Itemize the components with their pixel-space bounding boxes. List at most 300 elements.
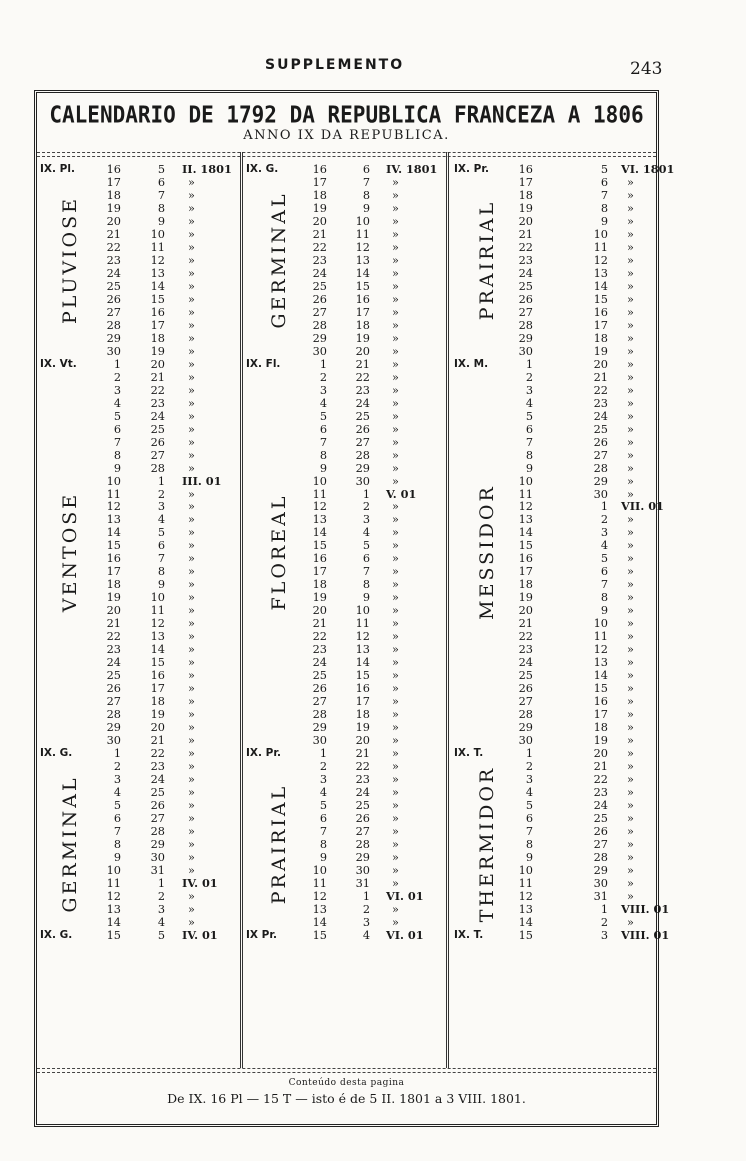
gregorian-day: 26 <box>593 435 608 449</box>
ditto-mark: » <box>392 266 399 280</box>
ditto-mark: » <box>392 344 399 358</box>
gregorian-day: 8 <box>157 565 165 579</box>
ditto-mark: » <box>392 863 399 877</box>
republican-day: 30 <box>518 734 533 748</box>
republican-day: 14 <box>518 526 533 540</box>
republican-day: 17 <box>312 175 327 189</box>
ditto-mark: » <box>188 513 195 527</box>
gregorian-day: 21 <box>355 747 370 761</box>
month-name-vertical: GERMINAL <box>59 775 81 913</box>
ditto-mark: » <box>188 889 195 903</box>
ditto-mark: » <box>188 331 195 345</box>
ditto-mark: » <box>188 448 195 462</box>
republican-day: 20 <box>312 214 327 228</box>
ditto-mark: » <box>188 824 195 838</box>
republican-day: 10 <box>106 474 121 488</box>
gregorian-day: 8 <box>157 201 165 215</box>
republican-day: 7 <box>319 435 327 449</box>
ditto-mark: » <box>188 734 195 748</box>
republican-day: 18 <box>106 578 121 592</box>
month-name-vertical: VENTOSE <box>59 491 81 613</box>
ditto-mark: » <box>392 617 399 631</box>
ditto-mark: » <box>392 292 399 306</box>
gregorian-day: 25 <box>355 799 370 813</box>
republican-day: 27 <box>518 695 533 709</box>
republican-day: 21 <box>518 227 533 241</box>
gregorian-day: 5 <box>362 539 370 553</box>
gregorian-day: 13 <box>150 630 165 644</box>
ditto-mark: » <box>188 383 195 397</box>
republican-day: 25 <box>106 279 121 293</box>
gregorian-day: 31 <box>593 889 608 903</box>
gregorian-day: 27 <box>150 448 165 462</box>
gregorian-day: 6 <box>157 539 165 553</box>
gregorian-day: 28 <box>150 824 165 838</box>
gregorian-day: 24 <box>593 799 608 813</box>
gregorian-day: 16 <box>150 305 165 319</box>
gregorian-day: 23 <box>593 396 608 410</box>
republican-day: 14 <box>106 915 121 929</box>
gregorian-day: 9 <box>600 604 608 618</box>
republican-day: 27 <box>312 305 327 319</box>
republican-day: 2 <box>319 760 327 774</box>
gregorian-day: 19 <box>150 344 165 358</box>
month-abbreviation: IX. T. <box>454 928 484 941</box>
gregorian-day: 24 <box>150 409 165 423</box>
republican-day: 17 <box>106 565 121 579</box>
republican-day: 3 <box>113 383 121 397</box>
ditto-mark: » <box>392 240 399 254</box>
gregorian-day: 17 <box>150 682 165 696</box>
ditto-mark: » <box>627 448 634 462</box>
republican-day: 24 <box>106 656 121 670</box>
ditto-mark: » <box>188 526 195 540</box>
ditto-mark: » <box>627 682 634 696</box>
republican-day: 14 <box>518 915 533 929</box>
ditto-mark: » <box>627 669 634 683</box>
ditto-mark: » <box>188 747 195 761</box>
gregorian-day: 16 <box>355 682 370 696</box>
ditto-mark: » <box>627 695 634 709</box>
republican-day: 12 <box>312 500 327 514</box>
ditto-mark: » <box>627 721 634 735</box>
ditto-mark: » <box>627 617 634 631</box>
ditto-mark: » <box>627 565 634 579</box>
republican-day: 10 <box>518 863 533 877</box>
gregorian-day: 22 <box>150 747 165 761</box>
republican-day: 28 <box>518 708 533 722</box>
gregorian-day: 7 <box>362 175 370 189</box>
gregorian-day: 30 <box>593 876 608 890</box>
ditto-mark: » <box>627 591 634 605</box>
gregorian-day: 28 <box>355 448 370 462</box>
gregorian-day: 24 <box>593 409 608 423</box>
republican-day: 2 <box>319 370 327 384</box>
gregorian-month: II. 1801 <box>182 162 232 176</box>
gregorian-day: 7 <box>157 552 165 566</box>
ditto-mark: » <box>188 357 195 371</box>
gregorian-day: 14 <box>150 643 165 657</box>
republican-day: 17 <box>106 175 121 189</box>
gregorian-day: 18 <box>355 708 370 722</box>
ditto-mark: » <box>188 643 195 657</box>
ditto-mark: » <box>188 175 195 189</box>
republican-day: 22 <box>106 630 121 644</box>
ditto-mark: » <box>392 902 399 916</box>
gregorian-day: 3 <box>157 902 165 916</box>
gregorian-month: IV. 01 <box>182 875 218 890</box>
ditto-mark: » <box>627 786 634 800</box>
ditto-mark: » <box>627 863 634 877</box>
gregorian-day: 13 <box>355 643 370 657</box>
ditto-mark: » <box>627 253 634 267</box>
ditto-mark: » <box>627 227 634 241</box>
ditto-mark: » <box>627 422 634 436</box>
republican-day: 15 <box>312 539 327 553</box>
gregorian-day: 22 <box>593 383 608 397</box>
calendar-title-block <box>34 95 659 151</box>
gregorian-day: 20 <box>355 734 370 748</box>
ditto-mark: » <box>392 915 399 929</box>
gregorian-day: 30 <box>355 863 370 877</box>
republican-day: 29 <box>106 721 121 735</box>
gregorian-day: 1 <box>600 500 608 514</box>
republican-day: 18 <box>518 188 533 202</box>
calendar-title: CALENDARIO DE 1792 DA REPUBLICA FRANCEZA A 1806 <box>49 101 644 129</box>
gregorian-day: 7 <box>362 565 370 579</box>
ditto-mark: » <box>188 721 195 735</box>
republican-day: 13 <box>518 902 533 916</box>
republican-day: 10 <box>312 863 327 877</box>
republican-day: 26 <box>518 292 533 306</box>
republican-day: 15 <box>518 539 533 553</box>
ditto-mark: » <box>392 837 399 851</box>
republican-day: 25 <box>312 279 327 293</box>
ditto-mark: » <box>392 279 399 293</box>
gregorian-day: 9 <box>157 578 165 592</box>
ditto-mark: » <box>188 344 195 358</box>
gregorian-day: 28 <box>355 837 370 851</box>
ditto-mark: » <box>188 409 195 423</box>
gregorian-day: 13 <box>150 266 165 280</box>
ditto-mark: » <box>392 383 399 397</box>
republican-day: 10 <box>106 863 121 877</box>
ditto-mark: » <box>392 669 399 683</box>
ditto-mark: » <box>627 487 634 501</box>
gregorian-day: 23 <box>150 396 165 410</box>
gregorian-day: 22 <box>355 760 370 774</box>
ditto-mark: » <box>392 824 399 838</box>
republican-day: 28 <box>518 318 533 332</box>
republican-day: 4 <box>319 396 327 410</box>
gregorian-day: 26 <box>355 422 370 436</box>
page-number: 243 <box>630 59 663 79</box>
ditto-mark: » <box>627 539 634 553</box>
gregorian-day: 2 <box>600 915 608 929</box>
gregorian-day: 24 <box>355 396 370 410</box>
gregorian-day: 12 <box>150 253 165 267</box>
ditto-mark: » <box>627 318 634 332</box>
ditto-mark: » <box>392 370 399 384</box>
gregorian-day: 28 <box>593 850 608 864</box>
gregorian-day: 20 <box>150 357 165 371</box>
ditto-mark: » <box>627 876 634 890</box>
gregorian-day: 8 <box>600 201 608 215</box>
republican-day: 2 <box>525 760 533 774</box>
gregorian-day: 4 <box>362 928 370 942</box>
ditto-mark: » <box>627 824 634 838</box>
ditto-mark: » <box>627 526 634 540</box>
gregorian-day: 15 <box>355 279 370 293</box>
ditto-mark: » <box>188 656 195 670</box>
gregorian-month: V. 01 <box>386 486 417 501</box>
ditto-mark: » <box>627 708 634 722</box>
republican-day: 25 <box>518 279 533 293</box>
gregorian-day: 17 <box>593 708 608 722</box>
ditto-mark: » <box>188 799 195 813</box>
gregorian-day: 1 <box>157 876 165 890</box>
ditto-mark: » <box>627 305 634 319</box>
ditto-mark: » <box>392 760 399 774</box>
republican-day: 1 <box>113 747 121 761</box>
ditto-mark: » <box>392 214 399 228</box>
ditto-mark: » <box>188 253 195 267</box>
ditto-mark: » <box>627 812 634 825</box>
ditto-mark: » <box>392 539 399 553</box>
month-abbreviation: IX. G. <box>40 747 73 760</box>
republican-day: 28 <box>312 708 327 722</box>
ditto-mark: » <box>392 435 399 449</box>
republican-day: 1 <box>525 747 533 761</box>
ditto-mark: » <box>188 305 195 319</box>
gregorian-month: IV. 1801 <box>386 162 438 176</box>
ditto-mark: » <box>188 578 195 592</box>
ditto-mark: » <box>627 760 634 774</box>
ditto-mark: » <box>627 435 634 449</box>
ditto-mark: » <box>392 175 399 189</box>
republican-day: 22 <box>312 630 327 644</box>
month-abbreviation: IX. G. <box>40 928 73 941</box>
ditto-mark: » <box>188 850 195 864</box>
republican-day: 3 <box>319 383 327 397</box>
month-abbreviation: IX. Pr. <box>246 747 282 760</box>
republican-day: 21 <box>312 617 327 631</box>
ditto-mark: » <box>627 357 634 371</box>
gregorian-day: 28 <box>593 461 608 475</box>
ditto-mark: » <box>188 591 195 605</box>
ditto-mark: » <box>392 331 399 345</box>
gregorian-day: 19 <box>355 721 370 735</box>
gregorian-day: 16 <box>593 695 608 709</box>
republican-day: 15 <box>312 928 327 942</box>
month-name-vertical: THERMIDOR <box>476 765 498 923</box>
gregorian-day: 3 <box>600 526 608 540</box>
ditto-mark: » <box>188 773 195 787</box>
ditto-mark: » <box>392 474 399 488</box>
ditto-mark: » <box>392 708 399 722</box>
ditto-mark: » <box>392 773 399 787</box>
gregorian-day: 22 <box>150 383 165 397</box>
republican-day: 26 <box>518 682 533 696</box>
gregorian-day: 5 <box>600 552 608 566</box>
republican-day: 18 <box>518 578 533 592</box>
republican-day: 10 <box>518 474 533 488</box>
gregorian-month: IV. 01 <box>182 927 218 942</box>
gregorian-day: 20 <box>150 721 165 735</box>
ditto-mark: » <box>627 850 634 864</box>
gregorian-day: 23 <box>150 760 165 774</box>
ditto-mark: » <box>188 292 195 306</box>
gregorian-day: 8 <box>362 578 370 592</box>
gregorian-day: 3 <box>362 513 370 527</box>
footer-rule <box>37 1072 656 1073</box>
gregorian-day: 17 <box>355 695 370 709</box>
republican-day: 29 <box>312 721 327 735</box>
republican-day: 23 <box>312 643 327 657</box>
gregorian-day: 26 <box>355 812 370 825</box>
gregorian-day: 2 <box>362 902 370 916</box>
republican-day: 22 <box>518 240 533 254</box>
ditto-mark: » <box>392 734 399 748</box>
republican-day: 5 <box>525 409 533 423</box>
republican-day: 11 <box>518 876 533 890</box>
ditto-mark: » <box>188 760 195 774</box>
republican-day: 21 <box>106 617 121 631</box>
ditto-mark: » <box>188 188 195 202</box>
gregorian-day: 4 <box>157 915 165 929</box>
republican-day: 8 <box>113 448 121 462</box>
ditto-mark: » <box>392 747 399 761</box>
gregorian-day: 15 <box>150 656 165 670</box>
ditto-mark: » <box>627 915 634 929</box>
republican-day: 18 <box>106 188 121 202</box>
column-separator <box>446 152 449 1068</box>
republican-day: 25 <box>518 669 533 683</box>
ditto-mark: » <box>188 422 195 436</box>
ditto-mark: » <box>392 695 399 709</box>
ditto-mark: » <box>627 240 634 254</box>
ditto-mark: » <box>627 201 634 215</box>
republican-day: 25 <box>312 669 327 683</box>
ditto-mark: » <box>188 201 195 215</box>
republican-day: 14 <box>106 526 121 540</box>
republican-day: 5 <box>319 409 327 423</box>
column-separator <box>240 152 243 1068</box>
gregorian-day: 20 <box>355 344 370 358</box>
republican-day: 18 <box>312 578 327 592</box>
ditto-mark: » <box>627 734 634 748</box>
ditto-mark: » <box>627 837 634 851</box>
gregorian-day: 20 <box>593 747 608 761</box>
ditto-mark: » <box>627 513 634 527</box>
month-abbreviation: IX. Pr. <box>454 163 490 175</box>
republican-day: 7 <box>113 824 121 838</box>
gregorian-month: III. 01 <box>182 473 222 488</box>
republican-day: 8 <box>525 448 533 462</box>
gregorian-day: 23 <box>355 773 370 787</box>
gregorian-day: 9 <box>362 591 370 605</box>
republican-day: 10 <box>312 474 327 488</box>
republican-day: 13 <box>312 902 327 916</box>
gregorian-day: 11 <box>593 240 608 254</box>
republican-day: 11 <box>312 487 327 501</box>
republican-day: 19 <box>518 591 533 605</box>
month-name-vertical: MESSIDOR <box>476 484 498 620</box>
ditto-mark: » <box>392 552 399 566</box>
ditto-mark: » <box>392 461 399 475</box>
ditto-mark: » <box>188 669 195 683</box>
month-name-vertical: PRAIRIAL <box>268 783 290 905</box>
republican-day: 23 <box>312 253 327 267</box>
ditto-mark: » <box>188 461 195 475</box>
republican-day: 11 <box>312 876 327 890</box>
ditto-mark: » <box>627 331 634 345</box>
ditto-mark: » <box>188 604 195 618</box>
gregorian-day: 2 <box>600 513 608 527</box>
ditto-mark: » <box>392 188 399 202</box>
ditto-mark: » <box>188 565 195 579</box>
gregorian-day: 12 <box>593 253 608 267</box>
republican-day: 1 <box>525 357 533 371</box>
republican-day: 24 <box>312 266 327 280</box>
gregorian-day: 26 <box>593 824 608 838</box>
page-heading: SUPPLEMENTO <box>265 57 405 73</box>
republican-day: 11 <box>106 487 121 501</box>
ditto-mark: » <box>188 863 195 877</box>
ditto-mark: » <box>188 630 195 644</box>
gregorian-day: 13 <box>355 253 370 267</box>
republican-day: 4 <box>525 786 533 800</box>
month-abbreviation: IX. Pl. <box>40 163 75 175</box>
republican-day: 26 <box>106 682 121 696</box>
gregorian-day: 11 <box>593 630 608 644</box>
gregorian-day: 11 <box>150 604 165 618</box>
republican-day: 17 <box>518 175 533 189</box>
republican-day: 13 <box>518 513 533 527</box>
ditto-mark: » <box>188 370 195 384</box>
ditto-mark: » <box>188 214 195 228</box>
ditto-mark: » <box>188 396 195 410</box>
gregorian-day: 15 <box>593 292 608 306</box>
ditto-mark: » <box>188 227 195 241</box>
gregorian-day: 15 <box>150 292 165 306</box>
ditto-mark: » <box>392 565 399 579</box>
republican-day: 9 <box>525 850 533 864</box>
republican-day: 17 <box>518 565 533 579</box>
republican-day: 7 <box>525 435 533 449</box>
ditto-mark: » <box>627 279 634 293</box>
gregorian-day: 5 <box>600 163 608 176</box>
ditto-mark: » <box>627 175 634 189</box>
gregorian-day: 1 <box>600 902 608 916</box>
ditto-mark: » <box>188 812 195 825</box>
month-abbreviation: IX. G. <box>246 163 279 175</box>
republican-day: 1 <box>113 357 121 371</box>
gregorian-day: 6 <box>362 552 370 566</box>
republican-day: 19 <box>518 201 533 215</box>
republican-day: 15 <box>518 928 533 942</box>
ditto-mark: » <box>188 435 195 449</box>
ditto-mark: » <box>392 201 399 215</box>
republican-day: 24 <box>312 656 327 670</box>
gregorian-day: 6 <box>362 163 370 176</box>
republican-day: 17 <box>312 565 327 579</box>
republican-day: 29 <box>518 721 533 735</box>
gregorian-month: VII. 01 <box>621 499 664 514</box>
gregorian-day: 29 <box>355 461 370 475</box>
republican-day: 5 <box>113 409 121 423</box>
ditto-mark: » <box>627 344 634 358</box>
